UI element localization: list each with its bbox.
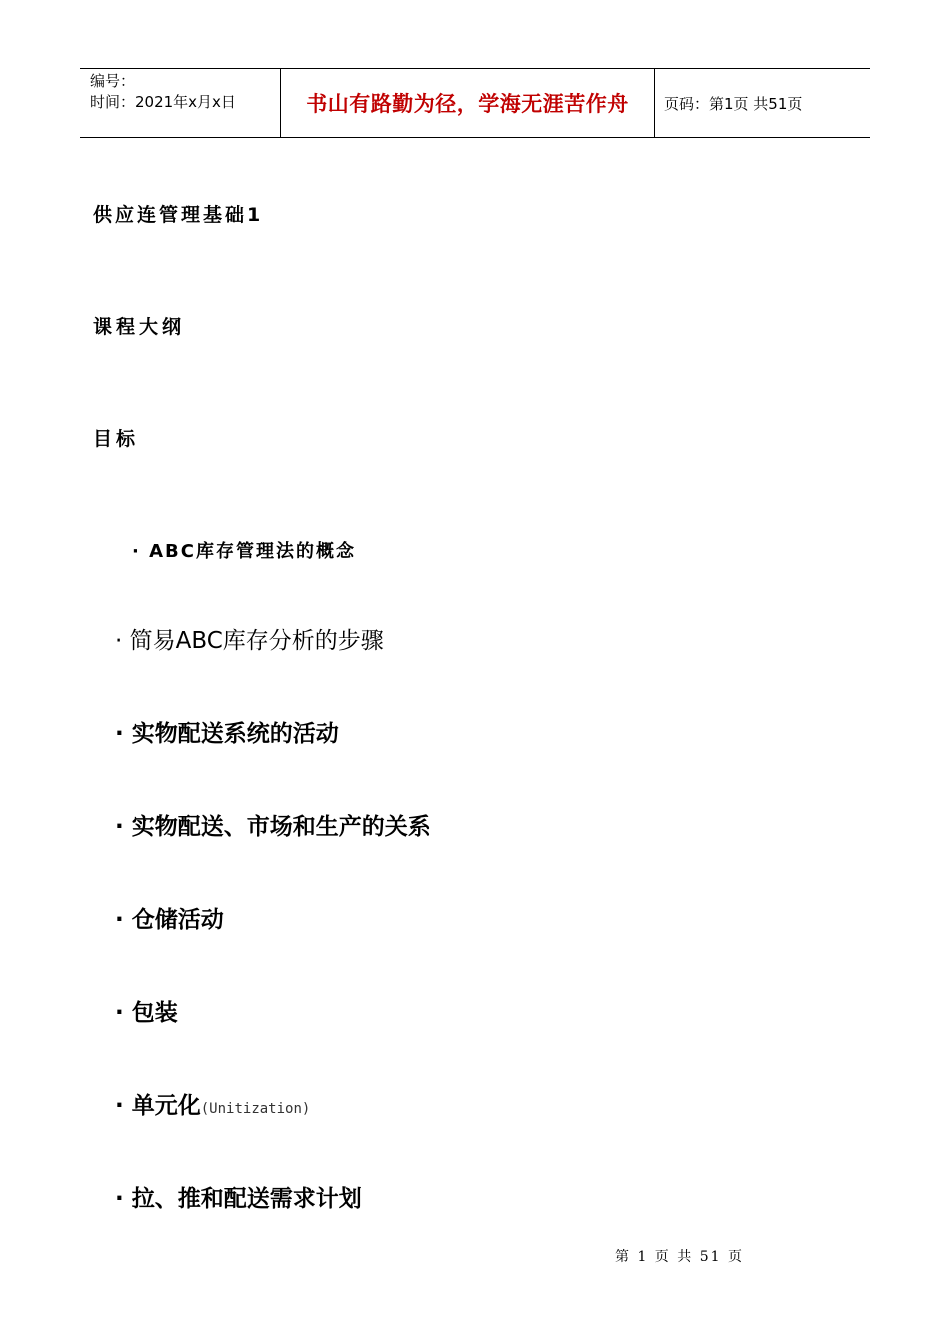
document-title: 供应连管理基础1 [93, 204, 264, 226]
objective-item: · 实物配送系统的活动 [115, 721, 339, 747]
objective-item: · 拉、推和配送需求计划 [115, 1186, 362, 1212]
objective-item: · ABC库存管理法的概念 [132, 541, 356, 562]
page-footer: 第 1 页 共 51 页 [615, 1249, 744, 1265]
objective-text: · 单元化 [115, 1093, 201, 1119]
goals-heading: 目标 [93, 428, 140, 450]
number-label: 编号： [90, 72, 136, 90]
header-meta [80, 69, 281, 137]
objective-item [115, 1087, 310, 1120]
objective-item: · 包装 [115, 1000, 178, 1026]
time-label: 时间：2021年x月x日 [90, 93, 236, 111]
objective-english: (Unitization) [200, 1101, 311, 1117]
page-header [80, 68, 870, 138]
outline-heading: 课程大纲 [93, 316, 186, 338]
objective-item: · 仓储活动 [115, 907, 224, 933]
objective-item: · 实物配送、市场和生产的关系 [115, 814, 431, 840]
header-page-label: 页码：第1页 共51页 [664, 94, 803, 113]
objective-item: · 简易ABC库存分析的步骤 [115, 628, 384, 654]
header-motto: 书山有路勤为径，学海无涯苦作舟 [281, 69, 655, 137]
